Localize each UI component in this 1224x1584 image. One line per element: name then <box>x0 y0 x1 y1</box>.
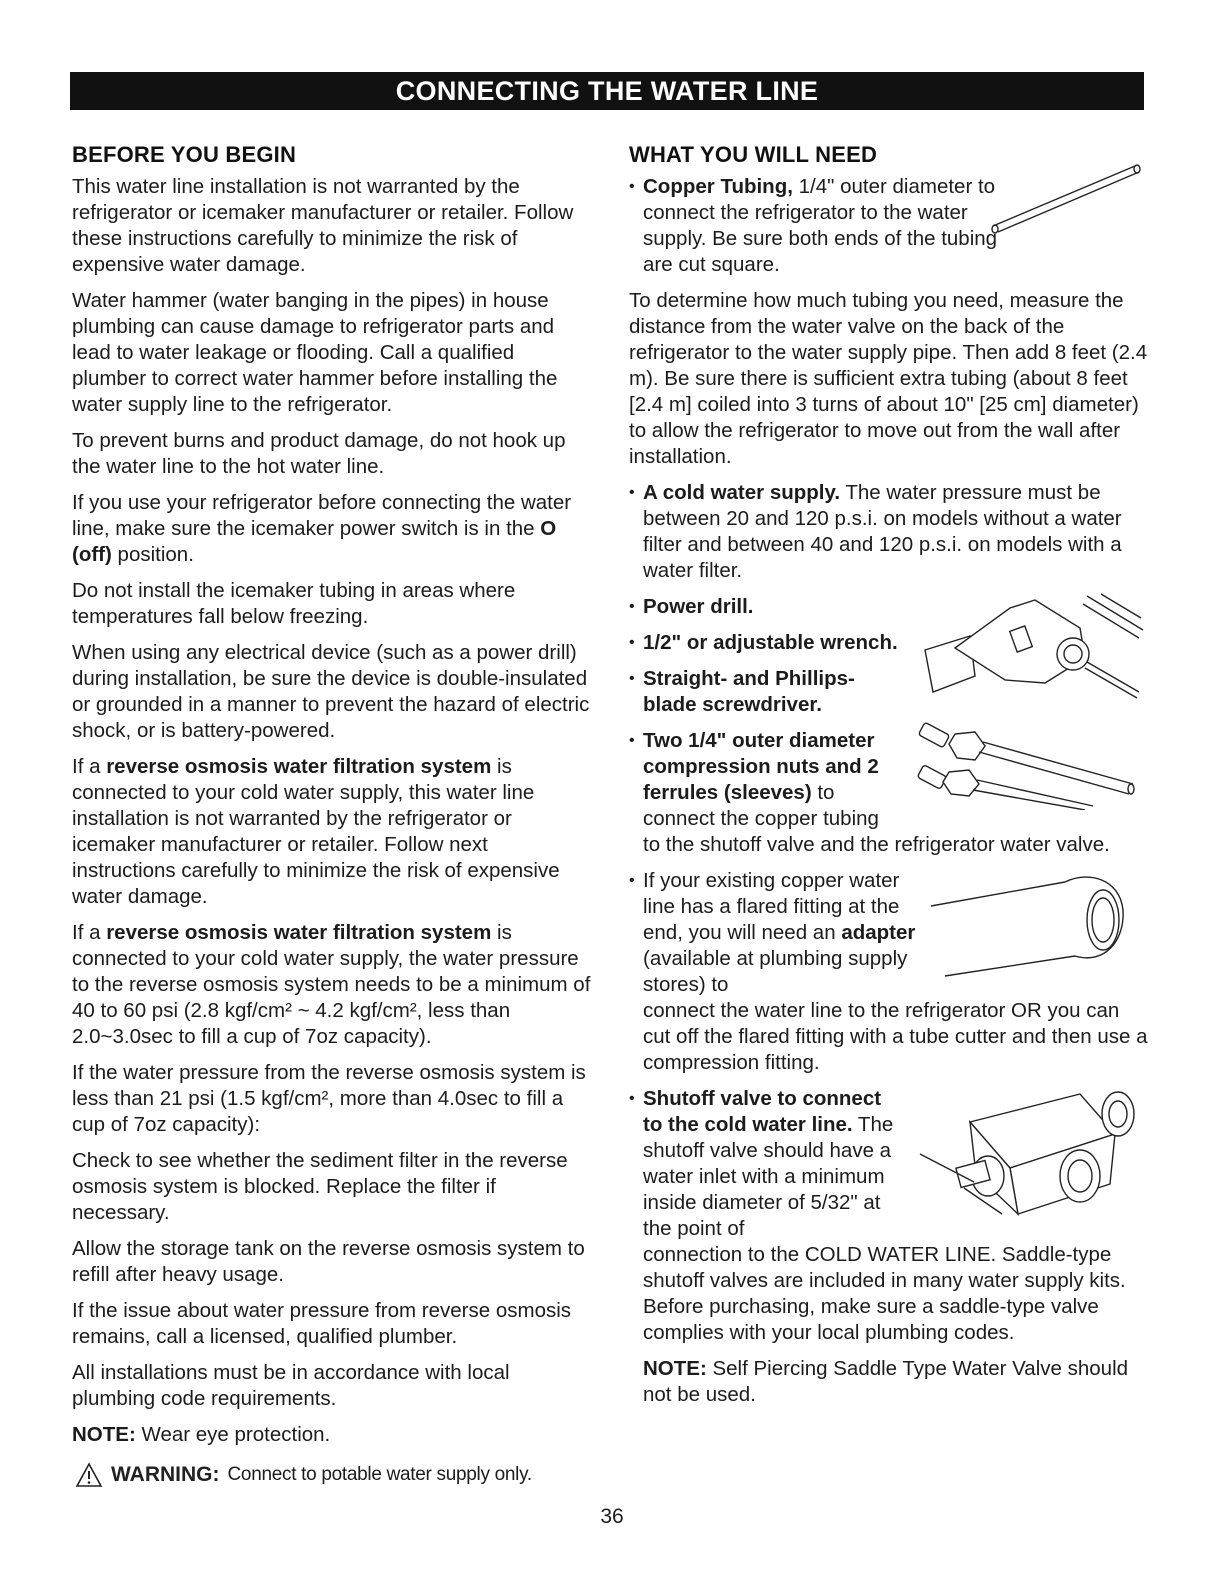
text-part: If you use your refrigerator before connecting the water line, make sure the icemaker power switch is in the <box>72 491 572 540</box>
wrench-label: 1/2" or adjustable wrench. <box>643 631 898 654</box>
screwdriver-label: Straight- and Phillips-blade screwdriver. <box>643 667 855 716</box>
note-text: Self Piercing Saddle Type Water Valve should not be used. <box>643 1357 1129 1406</box>
cold-water-text: The water pressure must be between 20 and 120 p.s.i. on models without a water filter and between 40 and 120 p.s.i. on models with a water filter. <box>643 481 1122 582</box>
text-part: If a <box>72 755 107 778</box>
paragraph-freezing: Do not install the icemaker tubing in areas where temperatures fall below freezing. <box>72 579 516 628</box>
flared-fitting-illustration <box>925 870 1143 982</box>
what-you-will-need-heading: WHAT YOU WILL NEED <box>629 142 878 167</box>
compression-nuts-label: Two 1/4" outer diameter compression nuts and 2 ferrules (sleeves) <box>643 729 879 804</box>
note-eye-protection <box>72 1422 592 1448</box>
shutoff-valve-label: Shutoff valve to connect to the cold water line. <box>643 1087 882 1136</box>
note-saddle-valve <box>629 1356 1149 1408</box>
paragraph-electrical-device: When using any electrical device (such as a power drill) during installation, be sure the device is double-insulated or grounded in a manner to prevent the hazard of electric shock, or is battery-powered. <box>72 641 590 742</box>
paragraph-tubing-measure: To determine how much tubing you need, measure the distance from the water valve on the back of the refrigerator to the water supply pipe. Then add 8 feet (2.4 m). Be sure there is sufficient extra tubing (about 8 feet [2.4 m] coiled into 3 turns of about 10" [25 cm] diameter) to allow the refrigerator to move out from the wall after installation. <box>629 289 1148 468</box>
reverse-osmosis-term: reverse osmosis water filtration system <box>106 755 492 778</box>
text-part: is connected to your cold water supply, this water line installation is not warranted by the refrigerator or icemaker manufacturer or retailer. Follow next instructions carefully to minimize the risk of expensive water damage. <box>72 755 560 908</box>
shutoff-valve-text-continued: connection to the COLD WATER LINE. Saddle-type shutoff valves are included in many water supply kits. Before purchasing, make sure a saddle-type valve complies with your local plumbing codes. <box>643 1243 1126 1344</box>
paragraph-reverse-osmosis-pressure <box>72 920 592 1050</box>
adapter-label: adapter <box>841 921 916 944</box>
list-item-cold-water-supply <box>629 480 1149 584</box>
note-label: NOTE: <box>643 1357 707 1380</box>
flared-text-continued: connect the water line to the refrigerator OR you can cut off the flared fitting with a tube cutter and then use a compression fitting. <box>643 999 1148 1074</box>
flared-text: (available at plumbing supply stores) to <box>643 947 908 996</box>
paragraph-warranty: This water line installation is not warranted by the refrigerator or icemaker manufacturer or retailer. Follow these instructions carefully to minimize the risk of expensive water damage. <box>72 175 574 276</box>
list-item-copper-tubing <box>629 174 1003 278</box>
text-part: position. <box>111 543 194 566</box>
paragraph-hot-water: To prevent burns and product damage, do not hook up the water line to the hot water line. <box>72 429 566 478</box>
list-item-screwdriver <box>629 666 883 718</box>
shutoff-valve-illustration <box>910 1064 1145 1224</box>
text-part: If a <box>72 921 107 944</box>
paragraph-storage-tank: Allow the storage tank on the reverse osmosis system to refill after heavy usage. <box>72 1237 585 1286</box>
copper-tubing-label: Copper Tubing, <box>643 175 793 198</box>
off-position-label: O (off) <box>72 517 557 566</box>
power-drill-label: Power drill. <box>643 595 754 618</box>
warning-triangle-icon <box>75 1462 103 1488</box>
paragraph-water-hammer: Water hammer (water banging in the pipes) in house plumbing can cause damage to refrigerator parts and lead to water leakage or flooding. Call a qualified plumber to correct water hammer before installing the water supply line to the refrigerator. <box>72 289 558 416</box>
cold-water-label: A cold water supply. <box>643 481 841 504</box>
note-text: Wear eye protection. <box>135 1423 331 1446</box>
paragraph-icemaker-switch <box>72 490 592 568</box>
compression-nuts-text: to connect the copper tubing <box>643 781 879 830</box>
paragraph-plumbing-code: All installations must be in accordance with local plumbing code requirements. <box>72 1361 510 1410</box>
reverse-osmosis-term: reverse osmosis water filtration system <box>106 921 492 944</box>
warning-text: Connect to potable water supply only. <box>227 1464 532 1485</box>
flared-text: If your existing copper water line has a flared fitting at the end, you will need an <box>643 869 900 944</box>
warning-notice <box>75 1462 532 1488</box>
shutoff-valve-text: The shutoff valve should have a water inlet with a minimum inside diameter of 5/32" at the point of <box>643 1113 894 1240</box>
paragraph-low-pressure: If the water pressure from the reverse osmosis system is less than 21 psi (1.5 kgf/cm², more than 4.0sec to fill a cup of 7oz capacity): <box>72 1061 586 1136</box>
before-you-begin-heading: BEFORE YOU BEGIN <box>72 142 297 167</box>
copper-tubing-text: 1/4" outer diameter to connect the refrigerator to the water supply. Be sure both ends of the tubing are cut square. <box>643 175 998 276</box>
power-drill-illustration <box>915 588 1147 718</box>
copper-tubing-illustration <box>985 152 1145 236</box>
paragraph-reverse-osmosis-warranty <box>72 754 592 910</box>
page-number: 36 <box>600 1505 624 1528</box>
text-part: is connected to your cold water supply, the water pressure to the reverse osmosis system needs to be a minimum of 40 to 60 psi (2.8 kgf/cm² ~ 4.2 kgf/cm², less than 2.0~3.0sec to fill a cup of 7oz capacity). <box>72 921 591 1048</box>
paragraph-call-plumber: If the issue about water pressure from reverse osmosis remains, call a licensed, qualified plumber. <box>72 1299 572 1348</box>
page-title: CONNECTING THE WATER LINE <box>70 72 1144 110</box>
warning-label: WARNING: <box>111 1463 220 1486</box>
compression-nuts-illustration <box>915 720 1145 810</box>
paragraph-sediment-filter: Check to see whether the sediment filter in the reverse osmosis system is blocked. Replace the filter if necessary. <box>72 1149 568 1224</box>
compression-nuts-text-continued: to the shutoff valve and the refrigerator water valve. <box>643 833 1110 856</box>
before-you-begin-section <box>72 142 592 1458</box>
note-label: NOTE: <box>72 1423 136 1446</box>
